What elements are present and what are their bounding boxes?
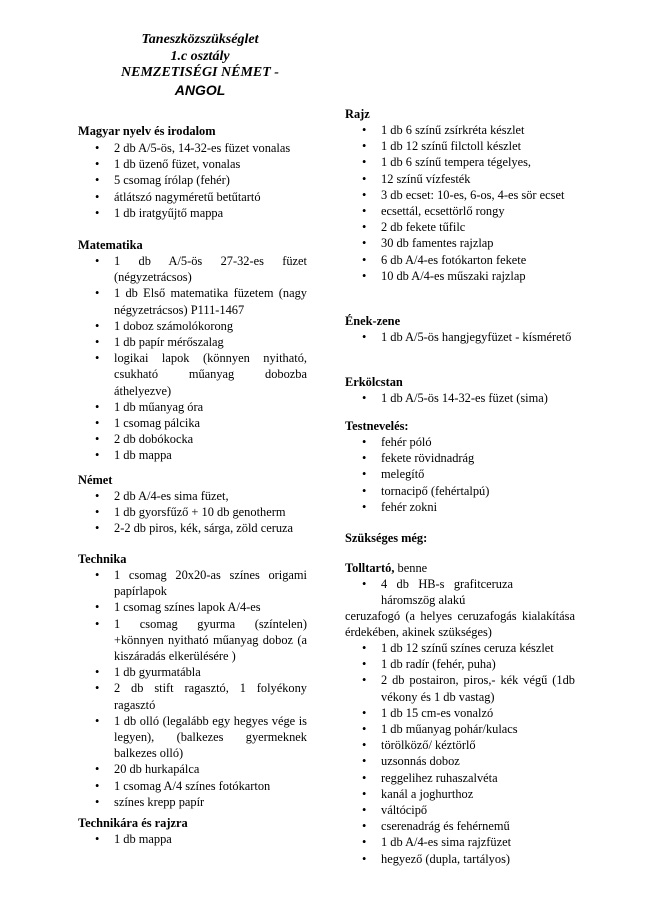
list-item: • 2-2 db piros, kék, sárga, zöld ceruza <box>78 520 307 536</box>
section-heading-magyar: Magyar nyelv és irodalom <box>78 124 216 138</box>
list-item: • 3 db ecset: 10-es, 6-os, 4-es sör ecset <box>345 187 575 203</box>
list-item: • logikai lapok (könnyen nyitható, csukható műanyag dobozba áthelyezve) <box>78 350 307 399</box>
section-heading-enek-zene: Ének-zene <box>345 314 401 328</box>
list-item: • 1 db 6 színű tempera tégelyes, <box>345 154 575 170</box>
list-item: • 1 db műanyag óra <box>78 399 307 415</box>
list-item: • váltócipő <box>345 802 575 818</box>
title-line-4: ANGOL <box>174 81 226 98</box>
list-item: • 1 db A/4-es sima rajzfüzet <box>345 834 575 850</box>
list-item: • 5 csomag írólap (fehér) <box>78 172 307 188</box>
section-heading-nemet: Német <box>78 473 113 487</box>
list-tolltarto <box>345 640 575 867</box>
list-item: • 1 db 12 színű filctoll készlet <box>345 138 575 154</box>
document-title <box>70 32 330 98</box>
list-item: • 1 db mappa <box>78 831 307 847</box>
list-nemet <box>78 488 307 537</box>
list-item: • fehér zokni <box>345 499 575 515</box>
list-testneveles <box>345 434 575 515</box>
list-item: • 1 csomag pálcika <box>78 415 307 431</box>
list-item: • cserenadrág és fehérnemű <box>345 818 575 834</box>
list-item: • fehér póló <box>345 434 575 450</box>
list-item: • 10 db A/4-es műszaki rajzlap <box>345 268 575 284</box>
list-item: • reggelihez ruhaszalvéta <box>345 770 575 786</box>
tolltarto-label: Tolltartó, <box>345 561 395 575</box>
title-line-2: 1.c osztály <box>170 48 230 64</box>
list-item: • 1 db gyorsfűző + 10 db genotherm <box>78 504 307 520</box>
list-magyar <box>78 140 307 221</box>
list-item: • 1 db mappa <box>78 447 307 463</box>
list-item: • 1 doboz számolókorong <box>78 318 307 334</box>
list-item: • 1 db A/5-ös 27-32-es füzet (négyzetrácsos) <box>78 253 307 285</box>
section-heading-technika: Technika <box>78 552 127 566</box>
section-heading-testneveles: Testnevelés: <box>345 419 409 433</box>
list-erkolcstan <box>345 390 575 406</box>
list-item: • 2 db A/5-ös, 14-32-es füzet vonalas <box>78 140 307 156</box>
list-item: • 1 db üzenő füzet, vonalas <box>78 156 307 172</box>
section-heading-szukseges-meg: Szükséges még: <box>345 531 428 545</box>
list-item: • 1 csomag színes lapok A/4-es <box>78 599 307 615</box>
list-item: • tornacipő (fehértalpú) <box>345 483 575 499</box>
section-heading-matematika: Matematika <box>78 238 143 252</box>
list-technikara-es-rajzra <box>78 831 307 847</box>
list-item: • ecsettál, ecsettörlő rongy <box>345 203 575 219</box>
list-item: • fekete rövidnadrág <box>345 450 575 466</box>
ceruzafogo-paragraph: ceruzafogó (a helyes ceruzafogás kialakítása érdekében, akinek szükséges) <box>345 609 575 640</box>
list-item: • 1 db 12 színű színes ceruza készlet <box>345 640 575 656</box>
list-item: • 12 színű vízfesték <box>345 171 575 187</box>
list-item: • 1 csomag 20x20-as színes origami papírlapok <box>78 567 307 599</box>
list-item: • 1 db A/5-ös hangjegyfüzet - kísmérető <box>345 329 575 345</box>
list-item: • 2 db A/4-es sima füzet, <box>78 488 307 504</box>
list-item: • átlátszó nagyméretű betűtartó <box>78 189 307 205</box>
list-item: • 2 db fekete tűfilc <box>345 219 575 235</box>
list-item: • melegítő <box>345 466 575 482</box>
list-item: • hegyező (dupla, tartályos) <box>345 851 575 867</box>
list-item: • 2 db dobókocka <box>78 431 307 447</box>
list-item: • 1 db 6 színű zsírkréta készlet <box>345 122 575 138</box>
list-item: • 1 db A/5-ös 14-32-es füzet (sima) <box>345 390 575 406</box>
list-item: • színes krepp papír <box>78 794 307 810</box>
list-item: • 1 csomag gyurma (színtelen) +könnyen nyitható műanyag doboz (a kiszáradás elkerülésére ) <box>78 616 307 665</box>
list-item: • 1 db papír mérőszalag <box>78 334 307 350</box>
section-heading-rajz: Rajz <box>345 107 370 121</box>
list-item: • 1 db műanyag pohár/kulacs <box>345 721 575 737</box>
list-tolltarto-first <box>345 576 575 608</box>
title-line-1: Taneszközszükséglet <box>141 32 259 47</box>
list-item: • 20 db hurkapálca <box>78 761 307 777</box>
section-heading-tolltarto <box>345 560 427 576</box>
list-item: • kanál a joghurthoz <box>345 786 575 802</box>
list-item: • 30 db famentes rajzlap <box>345 235 575 251</box>
list-technika <box>78 567 307 810</box>
list-item: • 1 db iratgyűjtő mappa <box>78 205 307 221</box>
list-item: • 1 db gyurmatábla <box>78 664 307 680</box>
list-item: • 1 csomag A/4 színes fotókarton <box>78 778 307 794</box>
section-heading-erkolcstan: Erkölcstan <box>345 375 403 389</box>
list-item: • 1 db 15 cm-es vonalzó <box>345 705 575 721</box>
list-item: • 1 db Első matematika füzetem (nagy négyzetrácsos) P111-1467 <box>78 285 307 317</box>
list-item: • 1 db olló (legalább egy hegyes vége is legyen), (balkezes gyermeknek balkezes olló) <box>78 713 307 762</box>
list-item: • 2 db stift ragasztó, 1 folyékony ragasztó <box>78 680 307 712</box>
title-line-3: NEMZETISÉGI NÉMET - <box>121 65 279 80</box>
list-item: • uzsonnás doboz <box>345 753 575 769</box>
tolltarto-suffix: benne <box>394 561 428 575</box>
list-matematika <box>78 253 307 464</box>
list-enek-zene <box>345 329 575 345</box>
list-item: • törölköző/ kéztörlő <box>345 737 575 753</box>
section-heading-technikara-es-rajzra: Technikára és rajzra <box>78 816 188 830</box>
list-item: • 4 db HB-s grafitceruza háromszög alakú <box>345 576 575 608</box>
list-item: • 1 db radír (fehér, puha) <box>345 656 575 672</box>
list-rajz <box>345 122 575 284</box>
list-item: • 6 db A/4-es fotókarton fekete <box>345 252 575 268</box>
list-item: • 2 db postairon, piros,- kék végű (1db vékony és 1 db vastag) <box>345 672 575 704</box>
